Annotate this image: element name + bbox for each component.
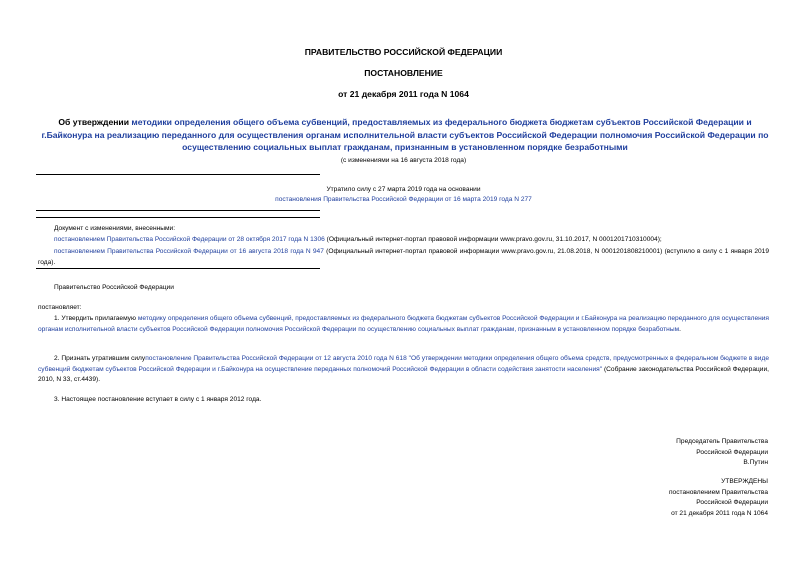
change-item-1: постановлением Правительства Российской Федерации от 28 октября 2017 года N 1306 (Официальный интернет-портал правовой информации www.pravo.gov.ru, 31.10.2017, N 0001201710310004);	[54, 236, 662, 244]
signature-country: Российской Федерации	[696, 448, 768, 456]
expired-note	[0, 185, 807, 206]
divider	[36, 210, 320, 211]
title-methodology-link[interactable]: методики определения общего объема субвенций, предоставляемых из федерального бюджета бюджетам субъектов Российской Федерации и г.Байконура на реализацию переданного для осуществления органам исполнительной власти субъектов Российской Федерации полномочия Российской Федерации по осуществлению социальных выплат гражданам, признанным в установленном порядке безработными	[41, 117, 769, 153]
change-item-1-link[interactable]: постановлением Правительства Российской Федерации от 28 октября 2017 года N 1306	[54, 236, 325, 244]
signature-title: Председатель Правительства	[676, 438, 768, 445]
expired-text: Утратило силу с 27 марта 2019 года на основании	[326, 186, 481, 193]
title-prefix: Об утверждении	[58, 117, 132, 127]
approved-by: постановлением Правительства	[668, 488, 768, 496]
signature-name: В.Путин	[743, 459, 768, 467]
paragraph-2: 2. Признать утратившим силупостановление Правительства Российской Федерации от 12 августа 2010 года N 618 "Об утверждении методики определения общего объема средств, предусмотренных в федеральном бюджете в виде субвенций бюджетам субъектов Российской Федерации и г.Байконура на осуществление переданных полномочий Российской Федерации в области содействия занятости населения" (Собрание законодательства Российской Федерации, 2010, N 33, ст.4439).	[38, 355, 769, 384]
decrees-line: постановляет:	[38, 304, 82, 311]
government-heading: ПРАВИТЕЛЬСТВО РОССИЙСКОЙ ФЕДЕРАЦИИ	[304, 47, 503, 57]
document-type-heading: ПОСТАНОВЛЕНИЕ	[364, 68, 443, 78]
approved-country: Российской Федерации	[696, 499, 768, 507]
divider	[36, 217, 320, 218]
change-item-2: постановлением Правительства Российской Федерации от 16 августа 2018 года N 947 (Официальный интернет-портал правовой информации www.pravo.gov.ru, 21.08.2018, N 0001201808210001) (вступило в силу с 1 января 2019 года).	[38, 247, 769, 267]
changes-block	[38, 223, 769, 269]
approved-label: УТВЕРЖДЕНЫ	[721, 478, 768, 485]
amended-note: (с изменениями на 16 августа 2018 года)	[340, 157, 467, 164]
repealed-decree-link[interactable]: постановление Правительства Российской Федерации от 12 августа 2010 года N 618 "Об утверждении методики определения общего объема средств, предусмотренных в федеральном бюджете в виде субвенций бюджетам субъектов Российской Федерации и г.Байконура на осуществление переданных полномочий Российской Федерации в области содействия занятости населения"	[38, 355, 769, 373]
paragraph-1: 1. Утвердить прилагаемую методику определения общего объема субвенций, предоставляемых из федерального бюджета бюджетам субъектов Российской Федерации и г.Байконура на реализацию переданного для осуществления органам исполнительной власти субъектов Российской Федерации полномочия Российской Федерации по осуществлению социальных выплат гражданам, признанным в установленном порядке безработным.	[38, 315, 770, 333]
methodology-link[interactable]: методику определения общего объема субвенций, предоставляемых из федерального бюджета бюджетам субъектов Российской Федерации и г.Байконура на реализацию переданного для осуществления органам исполнительной власти субъектов Российской Федерации полномочия Российской Федерации по осуществлению социальных выплат гражданам, признанным в установленном порядке безработным	[38, 315, 770, 333]
document-date-heading: от 21 декабря 2011 года N 1064	[338, 89, 469, 99]
changes-intro: Документ с изменениями, внесенными:	[54, 225, 176, 232]
approved-block	[560, 477, 768, 520]
divider	[36, 268, 320, 269]
paragraph-3: 3. Настоящее постановление вступает в силу с 1 января 2012 года.	[54, 396, 262, 403]
divider	[36, 174, 320, 175]
approved-date: от 21 декабря 2011 года N 1064	[671, 510, 768, 518]
government-line: Правительство Российской Федерации	[54, 284, 174, 291]
change-item-2-link[interactable]: постановлением Правительства Российской Федерации от 16 августа 2018 года N 947	[54, 247, 324, 255]
document-title	[36, 116, 774, 154]
signature-block	[560, 437, 768, 469]
expired-basis-link[interactable]: постановления Правительства Российской Федерации от 16 марта 2019 года N 277	[275, 196, 532, 204]
